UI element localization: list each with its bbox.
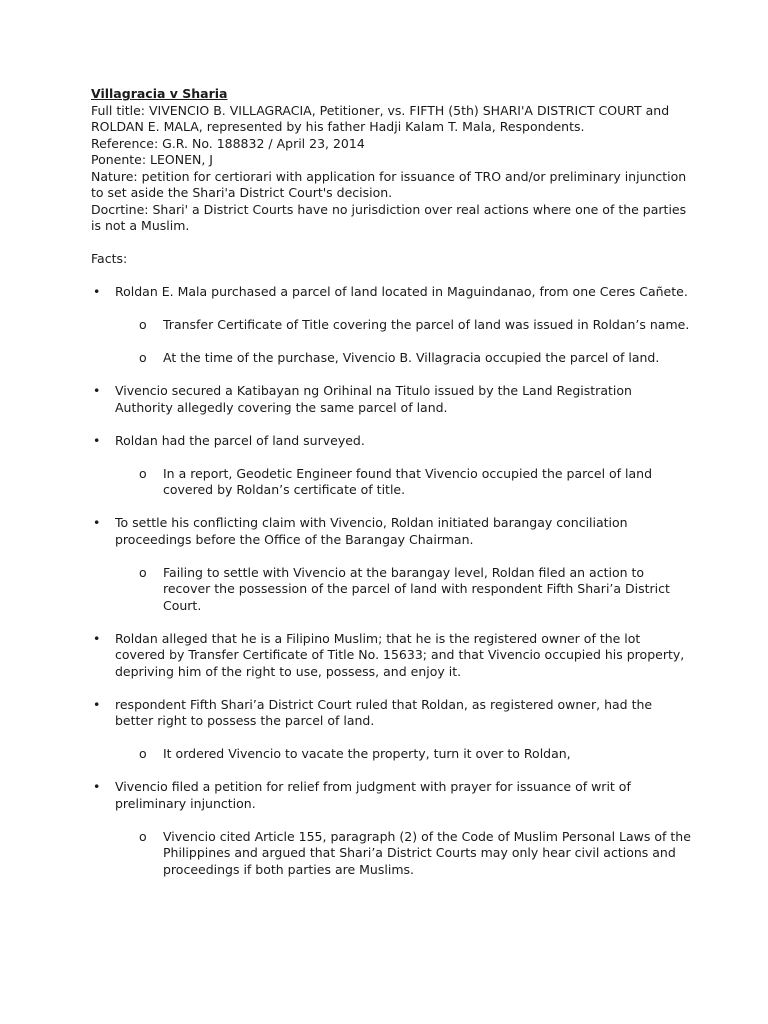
bullet-icon: • [93, 284, 101, 299]
bullet-icon: • [93, 432, 101, 448]
sub-item-text: At the time of the purchase, Vivencio B. Villagracia occupied the parcel of land. [163, 350, 660, 365]
bullet-icon: • [93, 696, 101, 712]
doctrine: Docrtine: Shari' a District Courts have no jurisdiction over real actions where one of the parties is not a Muslim. [91, 201, 687, 233]
sub-list [115, 565, 691, 615]
fact-text: Vivencio secured a Katibayan ng Orihinal na Titulo issued by the Land Registration Authority allegedly covering the same parcel of land. [115, 383, 632, 415]
sub-list [115, 746, 691, 763]
fact-item [91, 697, 691, 763]
sub-item-text: In a report, Geodetic Engineer found that Vivencio occupied the parcel of land covered by Roldan’s certificate of title. [163, 465, 653, 497]
facts-list [91, 284, 691, 878]
ponente: Ponente: LEONEN, J [91, 152, 213, 167]
sub-item [115, 829, 691, 879]
sub-item [115, 466, 691, 499]
bullet-icon: • [93, 630, 101, 646]
sub-item-text: Transfer Certificate of Title covering the parcel of land was issued in Roldan’s name. [163, 317, 690, 332]
sub-list [115, 317, 691, 367]
document-page [91, 86, 691, 895]
fact-item [91, 383, 691, 416]
full-title: Full title: VIVENCIO B. VILLAGRACIA, Petitioner, vs. FIFTH (5th) SHARI'A DISTRICT COURT and ROLDAN E. MALA, represented by his father Hadji Kalam T. Mala, Respondents. [91, 102, 670, 134]
fact-text: Roldan had the parcel of land surveyed. [115, 432, 365, 448]
sub-bullet-icon: o [139, 746, 147, 761]
fact-item [91, 284, 691, 367]
fact-text: To settle his conflicting claim with Vivencio, Roldan initiated barangay conciliation proceedings before the Office of the Barangay Chairman. [115, 515, 628, 547]
sub-bullet-icon: o [139, 465, 147, 481]
fact-item [91, 779, 691, 878]
fact-text: Roldan alleged that he is a Filipino Muslim; that he is the registered owner of the lot covered by Transfer Certificate of Title No. 15633; and that Vivencio occupied his property, depriving him of the right to use, possess, and enjoy it. [115, 630, 685, 679]
sub-bullet-icon: o [139, 317, 147, 332]
fact-text: Roldan E. Mala purchased a parcel of land located in Maguindanao, from one Ceres Cañete. [115, 284, 688, 299]
fact-text: respondent Fifth Shari’a District Court ruled that Roldan, as registered owner, had the better right to possess the parcel of land. [115, 696, 653, 728]
bullet-icon: • [93, 779, 101, 794]
sub-list [115, 466, 691, 499]
fact-item [91, 515, 691, 614]
case-title: Villagracia v Sharia [91, 86, 228, 101]
sub-item [115, 565, 691, 615]
sub-bullet-icon: o [139, 350, 147, 365]
facts-heading: Facts: [91, 251, 128, 266]
sub-item-text: Vivencio cited Article 155, paragraph (2) of the Code of Muslim Personal Laws of the Philippines and argued that Shari’a District Courts may only hear civil actions and proceedings if both parties are Muslims. [163, 828, 691, 877]
fact-item [91, 433, 691, 499]
sub-bullet-icon: o [139, 828, 147, 844]
nature: Nature: petition for certiorari with application for issuance of TRO and/or preliminary injunction to set aside the Shari'a District Court's decision. [91, 168, 687, 200]
sub-item [115, 746, 691, 763]
bullet-icon: • [93, 515, 101, 530]
sub-item [115, 317, 691, 334]
sub-item-text: It ordered Vivencio to vacate the property, turn it over to Roldan, [163, 746, 571, 761]
sub-item [115, 350, 691, 367]
sub-item-text: Failing to settle with Vivencio at the barangay level, Roldan filed an action to recover the possession of the parcel of land with respondent Fifth Shari’a District Court. [163, 564, 670, 613]
bullet-icon: • [93, 383, 101, 398]
sub-bullet-icon: o [139, 564, 147, 580]
reference: Reference: G.R. No. 188832 / April 23, 2014 [91, 135, 365, 151]
fact-item [91, 631, 691, 681]
sub-list [115, 829, 691, 879]
fact-text: Vivencio filed a petition for relief from judgment with prayer for issuance of writ of preliminary injunction. [115, 779, 631, 811]
